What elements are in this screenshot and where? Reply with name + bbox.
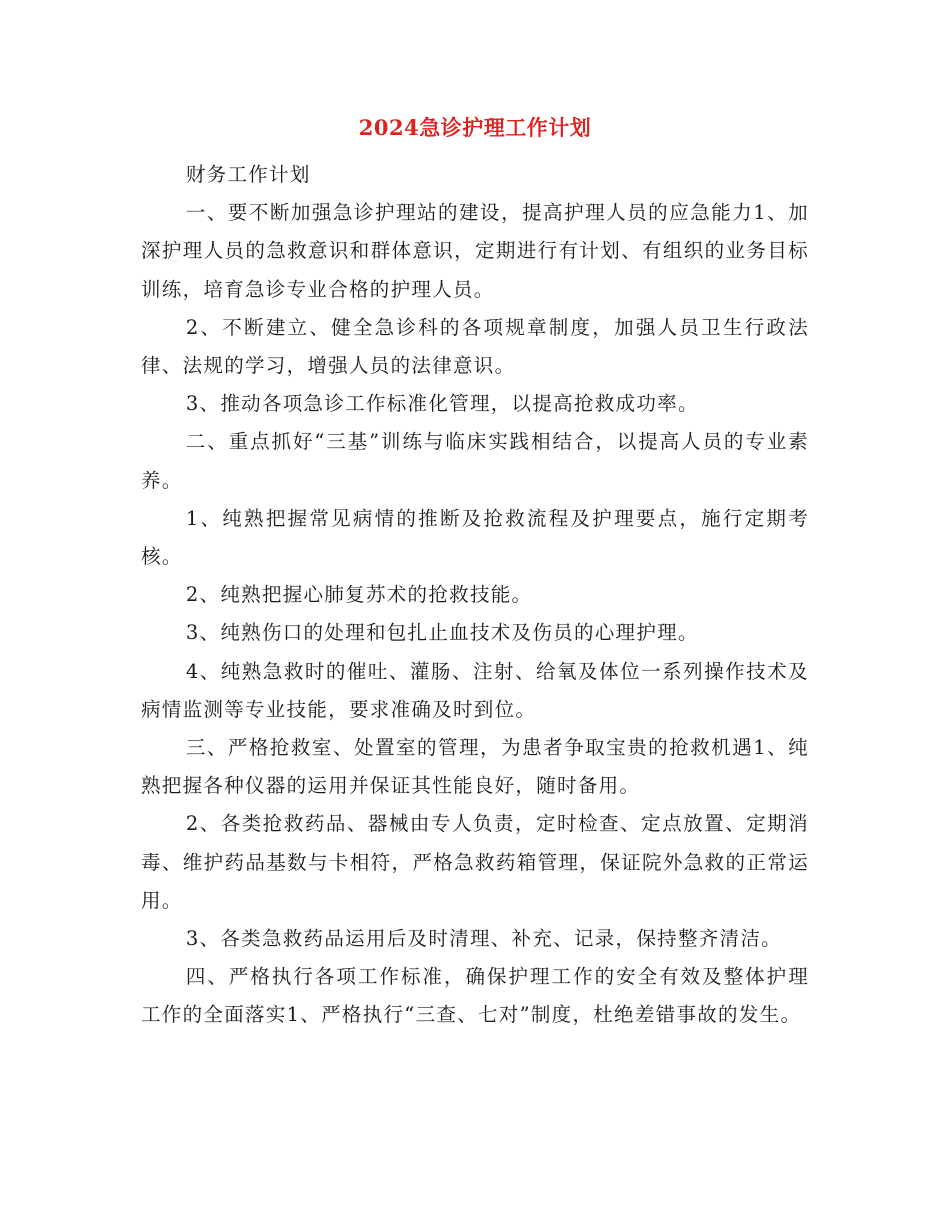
paragraph: 1、纯熟把握常见病情的推断及抢救流程及护理要点，施行定期考核。 (141, 506, 809, 569)
paragraph: 三、严格抢救室、处置室的管理，为患者争取宝贵的抢救机遇1、纯熟把握各种仪器的运用并保证其性能良好，随时备用。 (141, 736, 809, 798)
document-body (141, 156, 809, 1035)
paragraph: 一、要不断加强急诊护理站的建设，提高护理人员的应急能力1、加深护理人员的急救意识和群体意识，定期进行有计划、有组织的业务目标训练，培育急诊专业合格的护理人员。 (141, 201, 809, 301)
paragraph: 四、严格执行各项工作标准，确保护理工作的安全有效及整体护理工作的全面落实1、严格执行“三查、七对”制度，杜绝差错事故的发生。 (141, 965, 809, 1027)
paragraph: 3、推动各项急诊工作标准化管理，以提高抢救成功率。 (185, 392, 699, 416)
document-title: 2024急诊护理工作计划 (358, 115, 592, 140)
paragraph: 3、各类急救药品运用后及时清理、补充、记录，保持整齐清洁。 (185, 927, 782, 951)
paragraph: 3、纯熟伤口的处理和包扎止血技术及伤员的心理护理。 (185, 621, 699, 645)
paragraph: 2、各类抢救药品、器械由专人负责，定时检查、定点放置、定期消毒、维护药品基数与卡相符，严格急救药箱管理，保证院外急救的正常运用。 (141, 812, 809, 912)
paragraph: 二、重点抓好“三基”训练与临床实践相结合，以提高人员的专业素养。 (141, 430, 809, 492)
paragraph-heading: 财务工作计划 (185, 163, 311, 186)
paragraph: 2、不断建立、健全急诊科的各项规章制度，加强人员卫生行政法律、法规的学习，增强人员的法律意识。 (141, 315, 809, 378)
paragraph: 4、纯熟急救时的催吐、灌肠、注射、给氧及体位一系列操作技术及病情监测等专业技能，要求准确及时到位。 (141, 659, 809, 721)
paragraph: 2、纯熟把握心肺复苏术的抢救技能。 (185, 583, 533, 607)
